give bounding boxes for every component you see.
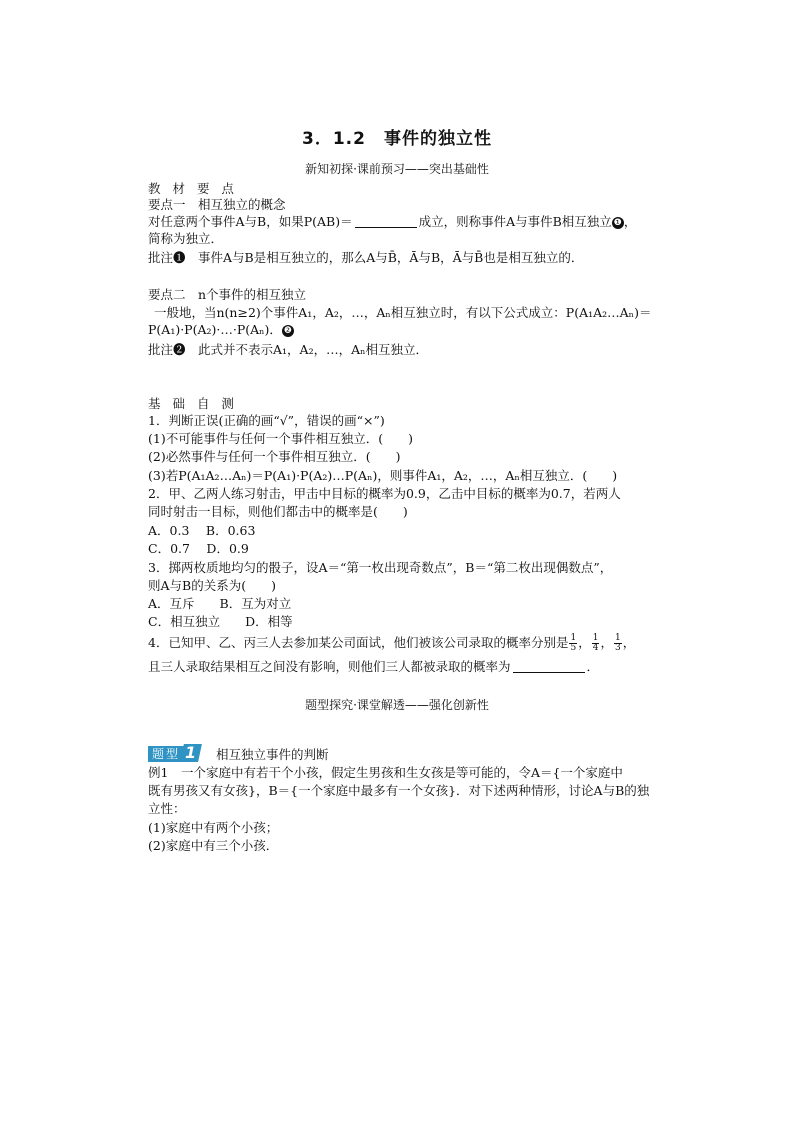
question-3-cont: 则A与B的关系为( ) [148, 578, 276, 593]
point2-heading: 要点二 n个事件的相互独立 [148, 287, 307, 302]
question-1-3: (3)若P(A₁A₂…Aₙ)＝P(A₁)·P(A₂)…P(Aₙ)，则事件A₁，A₂，…，Aₙ相互独立．( ) [148, 468, 618, 483]
question-2-cont: 同时射击一目标，则他们都击中的概率是( ) [148, 504, 408, 519]
point2-formula-cont [148, 322, 294, 338]
answer-blank [355, 215, 417, 228]
heading-self-test: 基 础 自 测 [148, 396, 238, 411]
fraction-3: $\frac{1}{3}$ [614, 633, 621, 653]
badge-label: 题型 [152, 747, 181, 761]
section-header-preview: 新知初探·课前预习——突出基础性 [305, 162, 489, 176]
answer-blank [513, 660, 585, 673]
fraction-2: $\frac{1}{4}$ [592, 633, 599, 653]
section-header-classroom: 题型探究·课堂解透——强化创新性 [305, 698, 489, 712]
example-1-cont2: 立性： [148, 801, 186, 816]
badge-number: 1 [185, 743, 197, 762]
question-3: 3．掷两枚质地均匀的骰子，设A＝“第一枚出现奇数点”，B＝“第二枚出现偶数点”， [148, 560, 613, 575]
question-3-options-cd: C．相互独立 D．相等 [148, 614, 293, 629]
question-2: 2．甲、乙两人练习射击，甲击中目标的概率为0.9，乙击中目标的概率为0.7，若两人 [148, 486, 621, 501]
example-1-case-2: (2)家庭中有三个小孩． [148, 838, 279, 853]
question-1: 1．判断正误(正确的画“√”，错误的画“×”) [148, 413, 385, 428]
point1-definition-cont: 简称为独立． [148, 231, 224, 246]
annotation-marker-1: ❶ [613, 218, 622, 228]
question-4-cont: 且三人录取结果相互之间没有影响，则他们三人都被录取的概率为 ． [148, 659, 600, 674]
point1-definition: 对任意两个事件A与B，如果P(AB)＝ 成立，则称事件A与事件B相互独立 ❶ ， [148, 214, 637, 229]
question-4-text: 4．已知甲、乙、丙三人去参加某公司面试，他们被该公司录取的概率分别是 [148, 635, 569, 650]
example-1: 例1 一个家庭中有若干个小孩，假定生男孩和生女孩是等可能的，令A＝{一个家庭中 [148, 765, 623, 780]
type1-heading: 相互独立事件的判断 [216, 747, 329, 762]
heading-textbook-points: 教 材 要 点 [148, 181, 238, 196]
point2-formula: 一般地，当n(n≥2)个事件A₁，A₂，…，Aₙ相互独立时，有以下公式成立：P(A₁A₂…Aₙ)＝ [154, 305, 652, 320]
question-1-1: (1)不可能事件与任何一个事件相互独立．( ) [148, 431, 413, 446]
page-title: 3．1.2 事件的独立性 [302, 129, 492, 149]
fraction-1: $\frac{1}{5}$ [570, 633, 577, 653]
annotation-marker-2: ❷ [283, 326, 292, 336]
example-1-cont: 既有男孩又有女孩}，B＝{一个家庭中最多有一个女孩}．对下述两种情形，讨论A与B的独 [148, 783, 650, 798]
question-3-options-ab: A．互斥 B．互为对立 [148, 596, 292, 611]
point1-heading: 要点一 相互独立的概念 [148, 197, 286, 212]
note2: 批注❷ 此式并不表示A₁，A₂，…，Aₙ相互独立． [148, 342, 429, 357]
question-2-options-ab: A．0.3 B．0.63 [148, 523, 256, 538]
question-4-text-b: 且三人录取结果相互之间没有影响，则他们三人都被录取的概率为 [148, 659, 511, 674]
question-type-badge [148, 744, 204, 762]
question-4: 4．已知甲、乙、丙三人去参加某公司面试，他们被该公司录取的概率分别是 $\frac{1}{5}$ ， $\frac{1}{4}$ ， $\frac{1}{3}$ ， [148, 633, 636, 653]
note1: 批注❶ 事件A与B是相互独立的，那么A与B̄，Ā与B，Ā与B̄也是相互独立的． [148, 250, 584, 265]
question-2-options-cd: C．0.7 D．0.9 [148, 541, 249, 556]
example-1-case-1: (1)家庭中有两个小孩； [148, 820, 279, 835]
point2-formula-tail: P(A₁)·P(A₂)·…·P(Aₙ)． [148, 322, 282, 337]
point1-text-b: 成立，则称事件A与事件B相互独立 [418, 214, 612, 229]
question-1-2: (2)必然事件与任何一个事件相互独立．( ) [148, 449, 401, 464]
point1-text-a: 对任意两个事件A与B，如果P(AB)＝ [148, 214, 353, 229]
